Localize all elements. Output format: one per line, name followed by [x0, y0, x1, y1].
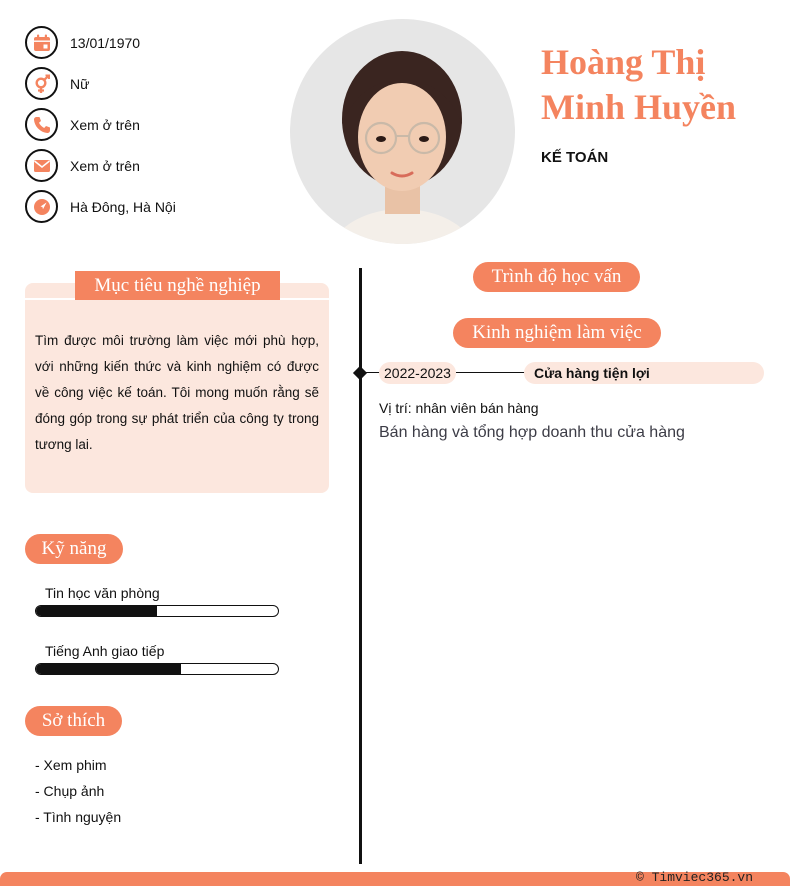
- experience-description: Bán hàng và tổng hợp doanh thu cửa hàng: [379, 424, 685, 441]
- address-text: Hà Đông, Hà Nội: [70, 198, 176, 215]
- contact-address: [25, 186, 176, 227]
- avatar: [290, 19, 515, 244]
- footer-watermark: © Timviec365.vn: [636, 870, 754, 885]
- candidate-name: [541, 40, 791, 130]
- objective-title: Mục tiêu nghề nghiệp: [75, 271, 280, 300]
- envelope-icon: [25, 149, 58, 182]
- timeline-connector: [362, 372, 380, 373]
- contact-phone: [25, 104, 176, 145]
- experience-title: Kinh nghiệm làm việc: [453, 318, 661, 348]
- gender-text: Nữ: [70, 75, 90, 92]
- objective-text: Tìm được môi trường làm việc mới phù hợp, với những kiến thức và kinh nghiệm có được về công việc kế toán. Tôi mong muốn rằng sẽ đóng góp trong sự phát triển của công ty trong tương lai.: [35, 333, 319, 452]
- skill-label: Tin học văn phòng: [45, 585, 160, 601]
- skill-bar: [35, 663, 279, 675]
- skills-title: Kỹ năng: [25, 534, 123, 564]
- hobby-item: - Chụp ảnh: [35, 783, 105, 799]
- birthdate-text: 13/01/1970: [70, 34, 141, 51]
- education-title: Trình độ học vấn: [473, 262, 640, 292]
- experience-position: Vị trí: nhân viên bán hàng: [379, 400, 539, 416]
- timeline-line: [359, 268, 362, 864]
- timeline-connector: [456, 372, 526, 373]
- contact-birthdate: [25, 22, 176, 63]
- gender-icon: [25, 67, 58, 100]
- phone-icon: [25, 108, 58, 141]
- timeline-marker: [353, 366, 367, 380]
- job-title: KẾ TOÁN: [541, 149, 609, 166]
- skill-bar: [35, 605, 279, 617]
- contact-email: [25, 145, 176, 186]
- hobby-item: - Xem phim: [35, 757, 107, 773]
- name-line-2: Minh Huyền: [541, 87, 737, 127]
- calendar-icon: [25, 26, 58, 59]
- email-text: Xem ở trên: [70, 157, 140, 174]
- contact-list: [25, 22, 176, 227]
- hobby-item: - Tình nguyện: [35, 809, 122, 825]
- skill-label: Tiếng Anh giao tiếp: [45, 643, 165, 659]
- phone-text: Xem ở trên: [70, 116, 140, 133]
- skill-bar-fill: [36, 606, 157, 616]
- hobbies-title: Sở thích: [25, 706, 122, 736]
- name-line-1: Hoàng Thị: [541, 42, 706, 82]
- contact-gender: [25, 63, 176, 104]
- experience-company: Cửa hàng tiện lợi: [524, 362, 764, 384]
- location-icon: [25, 190, 58, 223]
- skill-bar-fill: [36, 664, 181, 674]
- experience-date: 2022-2023: [379, 362, 456, 384]
